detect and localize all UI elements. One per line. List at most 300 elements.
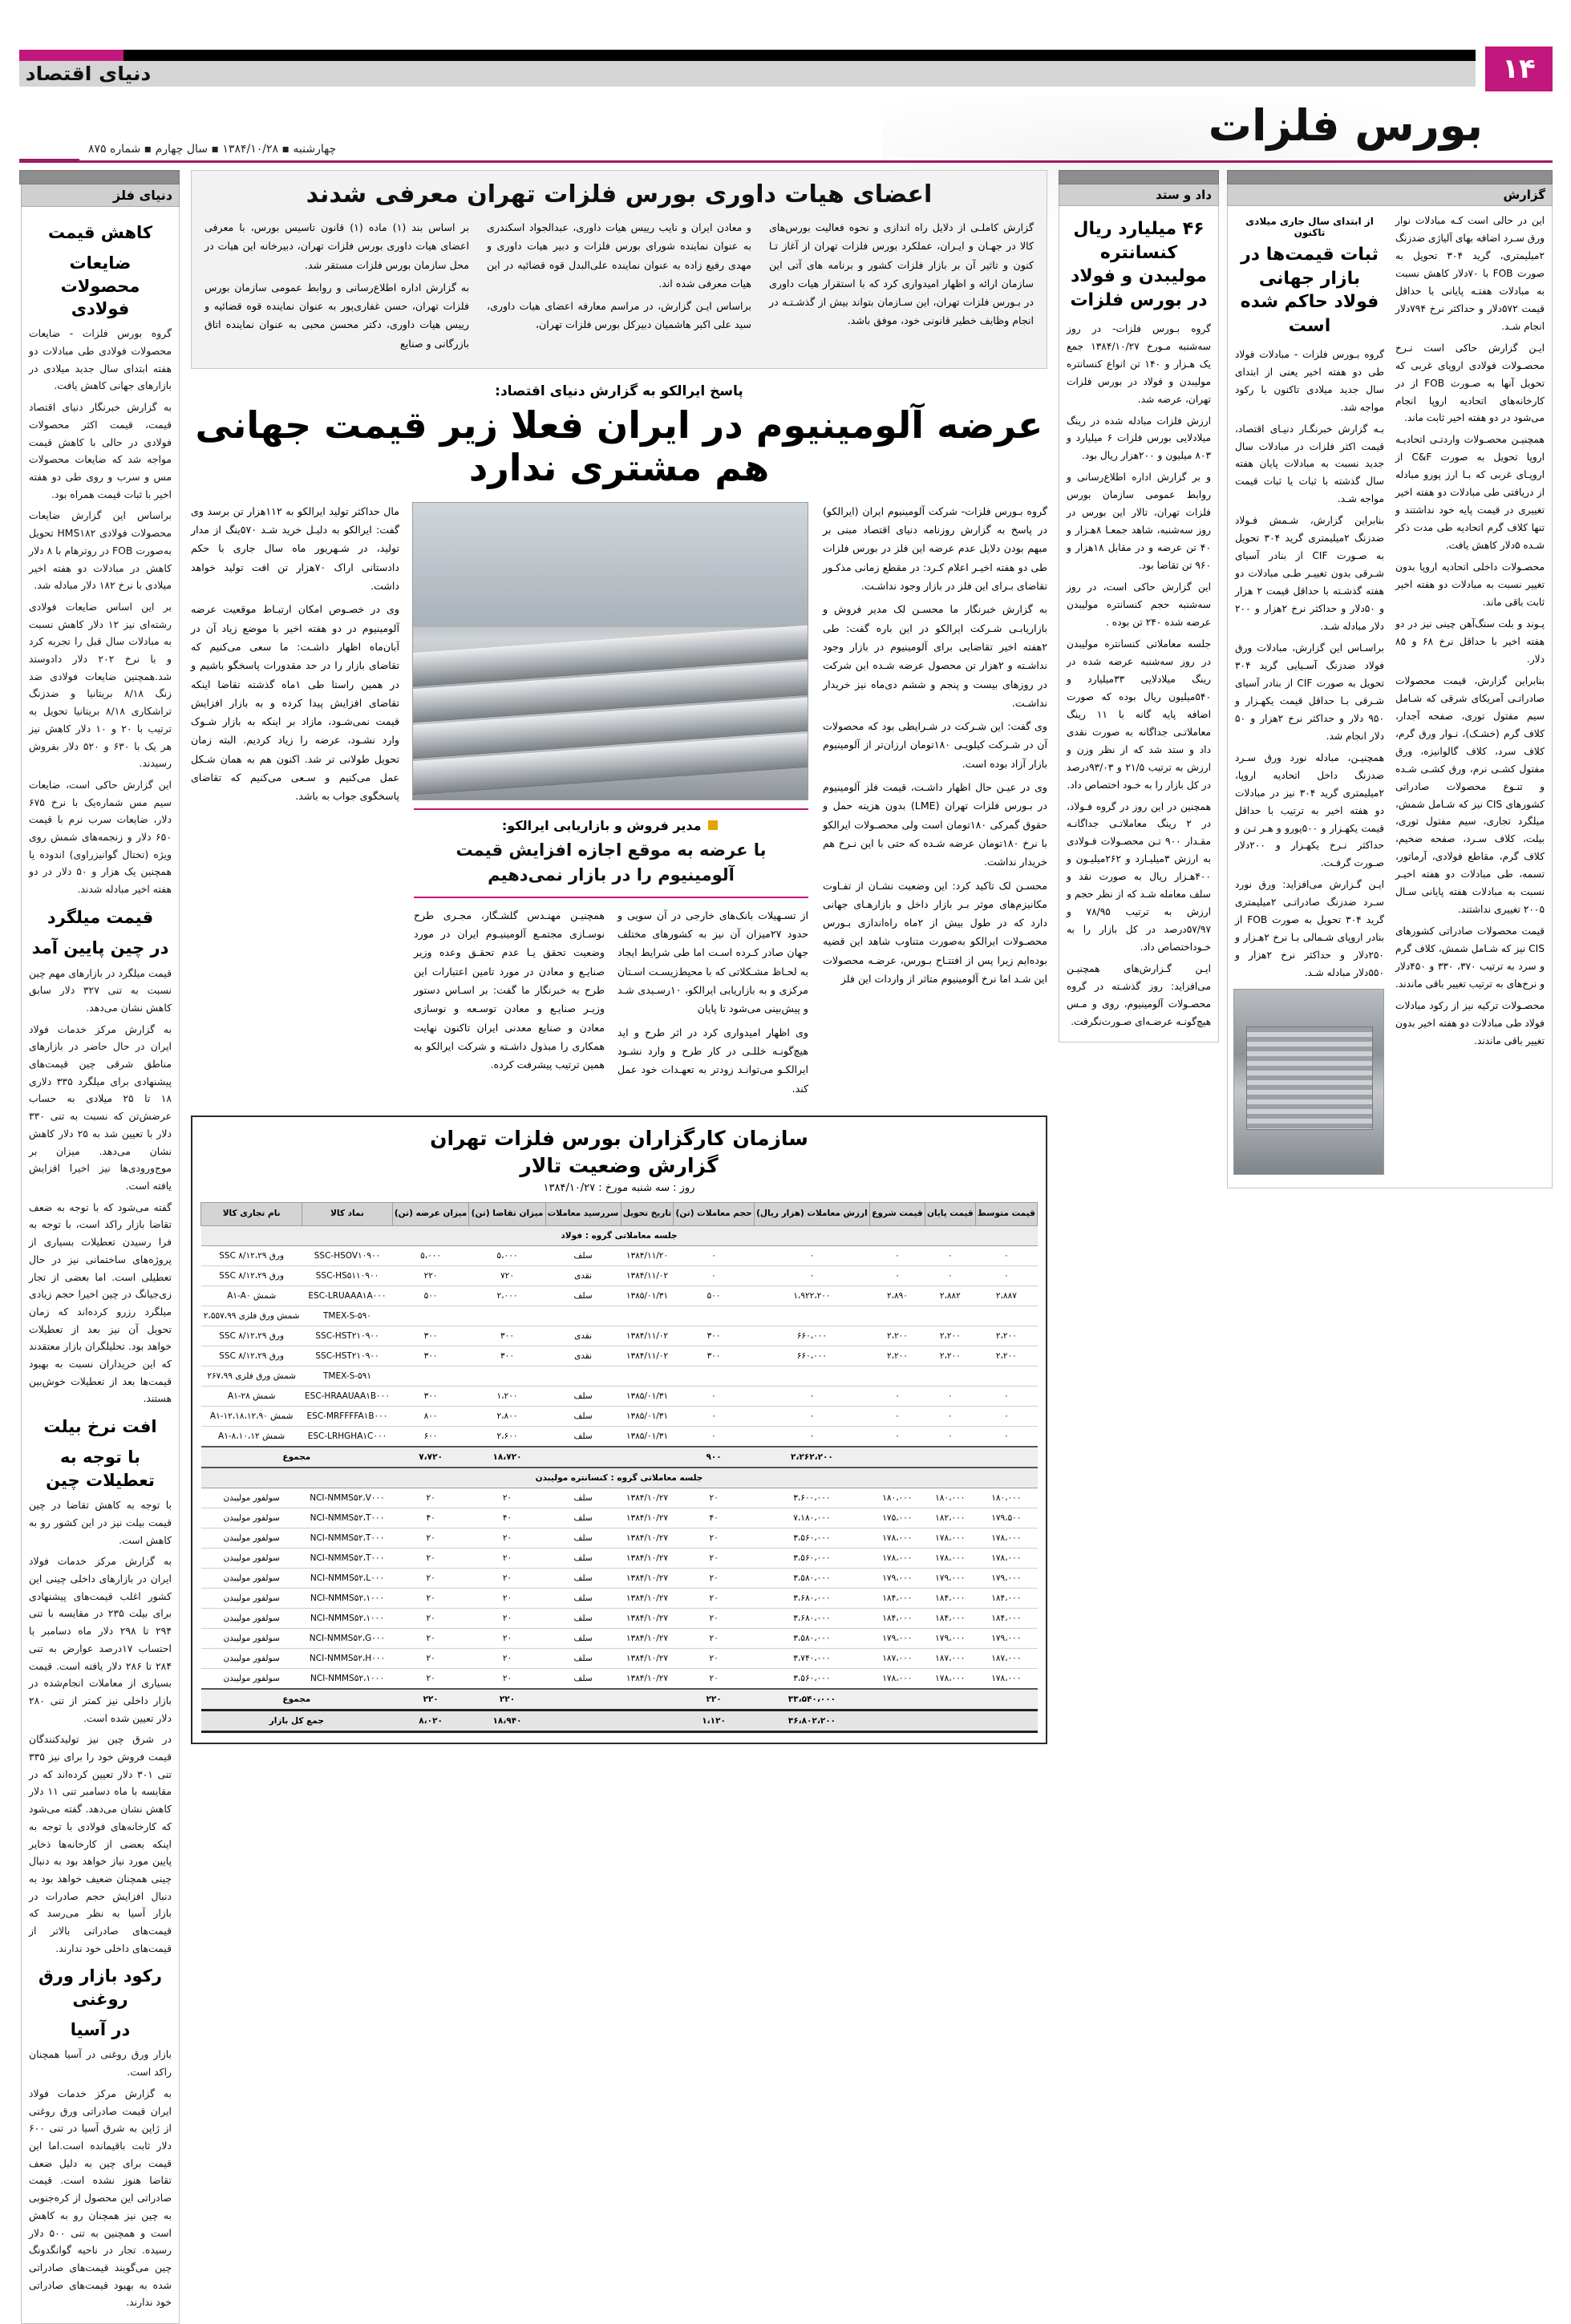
cell: NCI-NMMS۵۲،T۰۰۰ (302, 1528, 392, 1548)
cell: ۲،۲۰۰ (870, 1326, 925, 1346)
cell: ۰ (674, 1406, 754, 1426)
col-volume: حجم معاملات (تن) (674, 1203, 754, 1226)
paragraph: از تسـهیلات بانک‌های خارجی در آن سویی و حدود ۲۷میزان آن نیز به کشورهای مختلف جهان صادر کـرده اسـت اما طی شرایط ایجاد به لحـاظ مشـکلاتی که با محیط‌زیسـت اسـتان مرکزی و به بازاریابی ایرالکو، ۱۰رسـیدی شـد و پیش‌بینی می‌شود تا پایان (617, 909, 808, 1015)
cell (870, 1689, 925, 1711)
group-label: جلسه معاملاتی گروه : فولاد (201, 1225, 1038, 1245)
cell: ۰ (674, 1245, 754, 1265)
cell: ۰ (674, 1386, 754, 1406)
cell: ۱۳۸۴/۱۰/۲۷ (621, 1588, 674, 1608)
cell: ۳۰۰ (392, 1346, 469, 1366)
cell: ۲۰ (392, 1548, 469, 1568)
left-article-2-headline-1: افت نرخ بیلت (43, 1417, 157, 1437)
cell: ۱۷۸،۰۰۰ (925, 1528, 975, 1548)
cell: ۲۰ (392, 1668, 469, 1689)
cell: ۱،۲۰۰ (469, 1386, 545, 1406)
page-number-badge: ۱۴ (1485, 47, 1553, 91)
paragraph: و بر گزارش اداره اطلاع‌رسانی و روابط عمومی سازمان بورس فلزات تهران، تالار این بورس در روز سه‌شنبه، شاهد جمعـا ۸هـزار و ۴۰ تن عرضه و در مقابل ۱۸هزار و ۹۶۰ تن تقاضا بود. (1067, 472, 1211, 572)
cell: ۲۰ (674, 1548, 754, 1568)
market-table-body (201, 1225, 1038, 1731)
cell: ۱۸۷،۰۰۰ (870, 1648, 925, 1668)
cell: ۳،۵۸۰،۰۰۰ (754, 1568, 869, 1588)
main-article-col-right (823, 502, 1047, 1103)
cell: ۱۸۰،۰۰۰ (870, 1488, 925, 1508)
col-supply: میزان عرضه (تن) (392, 1203, 469, 1226)
cell: ۳۰۰ (392, 1326, 469, 1346)
report-headline: ثبات قیمت‌ها در بازار جهانی فولاد حاکم شده است (1240, 245, 1379, 337)
masthead-gray-bar (19, 61, 1476, 87)
cell: ۱۳۸۵/۰۱/۳۱ (621, 1406, 674, 1426)
cell: ورق SSC ۸/۱۲،۲۹ (201, 1265, 302, 1285)
cell: نقدی (545, 1265, 621, 1285)
paragraph: به گزارش مرکز خدمات فولاد ایران قیمت صادراتی ورق روغنی از ژاپن به شرق آسیا در تنی ۶۰۰ دلار ثابت باقیمانده است.اما این قیمت برای چین به دلیل ضعف تقاضا هنوز نشده است. قیمت صادراتی این محصول از کره‌جنوبی به چین نیز همچنان رو به کاهش است و همچنین به تنی ۵۰۰ دلار رسیده. تجار در ناحیه گوانگدونگ چین می‌گویند قیمت‌های صادراتی شده به بهبود قیمت‌های صادراتی خود ندارند. (29, 2087, 172, 2309)
cell: ۳،۵۸۰،۰۰۰ (754, 1628, 869, 1648)
cell: ۲۰ (674, 1628, 754, 1648)
table-row (201, 1346, 1038, 1366)
table-row (201, 1528, 1038, 1548)
right-col-topbar (1059, 170, 1219, 184)
table-subtitle: روز : سه شنبه مورخ : ۱۳۸۴/۱۰/۲۷ (543, 1182, 695, 1195)
cell: ۱۷۸،۰۰۰ (870, 1668, 925, 1689)
table-row (201, 1406, 1038, 1426)
cell: سلف (545, 1488, 621, 1508)
paragraph: ارزش فلزات مبادله شده در رینگ میلادلایی بورس فلزات ۶ میلیارد و ۸۰۳ میلیون و ۲۰۰هزار ریال بود. (1067, 415, 1211, 462)
masthead-black-bar (19, 50, 1476, 61)
cell: ۲۰ (674, 1668, 754, 1689)
cell: ۲۲۰ (392, 1689, 469, 1711)
left-article-0-body (29, 325, 172, 898)
cell: ۱۳۸۴/۱۰/۲۷ (621, 1528, 674, 1548)
cell: ۷،۷۲۰ (392, 1447, 469, 1468)
cell: ۲،۸۰۰ (469, 1406, 545, 1426)
cell: سولفور مولیبدن (201, 1488, 302, 1508)
cell: سلف (545, 1568, 621, 1588)
col-open-price: قیمت شروع (870, 1203, 925, 1226)
left-article-0-headline-2: ضایعات محصولات فولادی (60, 253, 140, 319)
cell: ۲۰ (392, 1588, 469, 1608)
table-grand-total (201, 1710, 1038, 1731)
cell: ۱۷۸،۰۰۰ (975, 1528, 1037, 1548)
cell: ۲۰ (674, 1588, 754, 1608)
top-news-box (191, 170, 1047, 369)
cell: ۱۷۸،۰۰۰ (925, 1548, 975, 1568)
cell: ۱۸۴،۰۰۰ (870, 1608, 925, 1628)
cell: ۱۳۸۴/۱۰/۲۷ (621, 1508, 674, 1528)
col-commercial-name: نام تجاری کالا (201, 1203, 302, 1226)
paragraph: با توجه به کاهش تقاضا در چین قیمت بیلت نیز در این کشور رو به کاهش است. (29, 1499, 172, 1546)
cell: سلف (545, 1426, 621, 1447)
report-pretitle: از ابتدای سال جاری میلادی تاکنون (1245, 216, 1374, 238)
cell: سلف (545, 1608, 621, 1628)
cell: سلف (545, 1285, 621, 1306)
cell: ۸۰۰ (392, 1406, 469, 1426)
cell: ۵،۰۰۰ (469, 1245, 545, 1265)
cell: سلف (545, 1668, 621, 1689)
cell: ۱۸۴،۰۰۰ (925, 1608, 975, 1628)
report-col-kicker: گزارش (1227, 184, 1553, 206)
paragraph: بنابراین گزارش، شـمش فـولاد ضدزنگ ۲میلیمتری گرید ۳۰۴ تحویل به صـورت CIF از بنادر آسیای شـرقی بدون تغییـر طـی مبادلات دو هفته گذشـته با حداقل قیمت ۲ هزار و ۵۰دلار و حداکثر نرخ ۲هزار و ۲۰۰ دلار مبادله شـد. (1235, 515, 1384, 633)
cell: ۲،۲۰۰ (925, 1346, 975, 1366)
table-subtotal-1: ۲،۲۶۲،۲۰۰ ۹۰۰ ۱۸،۷۲۰ ۷،۷۲۰ مجموع (201, 1447, 1038, 1468)
paragraph: گروه بـورس فلزات- شرکت آلومینیوم ایران (ایرالکو) در پاسخ به گزارش روزنامه دنیای اقتصاد مبنی بر مبهم بودن دلایل عدم عرضه این فلز در بورس فلزات طی دو هفته اخیـر اعلام کـرد: در مقطع زمانی مذکـور تقاضای بـرای این فلز در بازار وجود نداشـت. (823, 504, 1047, 593)
paragraph: این گزارش حاکی است، ضایعات سیم مس شماره‌یک با نرخ ۶۷۵ دلار، ضایعات سرب نرم با قیمت ۶۵۰ دلار و زنجمه‌های شمش روی ویژه (تختال گوانیزراوی) اندوده یا همچنین یک هزار و ۵۰ دلار در دو هفته اخیر مبادله شدند. (29, 778, 172, 896)
cell: TMEX-S-۵۹۰ (302, 1306, 392, 1326)
cell: ۵۰۰ (392, 1285, 469, 1306)
cell: ۰ (754, 1265, 869, 1285)
cell: سلف (545, 1406, 621, 1426)
cell: ۲۰ (674, 1528, 754, 1548)
cell (870, 1447, 925, 1468)
cell (870, 1366, 925, 1386)
cell: ۲،۰۰۰ (469, 1285, 545, 1306)
table-subtotal-2: ۳۳،۵۴۰،۰۰۰ ۲۲۰ ۲۲۰ ۲۲۰ مجموع (201, 1689, 1038, 1711)
cell: ۳،۵۶۰،۰۰۰ (754, 1668, 869, 1689)
cell: ۱۳۸۴/۱۱/۰۲ (621, 1326, 674, 1346)
cell: ۰ (925, 1426, 975, 1447)
cell: ۶۰۰ (392, 1426, 469, 1447)
left-article-2-body (29, 1496, 172, 1957)
cell: ۰ (754, 1386, 869, 1406)
cell: ۰ (870, 1386, 925, 1406)
cell: ۱۷۸،۰۰۰ (975, 1548, 1037, 1568)
cell: ۰ (925, 1265, 975, 1285)
cell: ۱۷۹،۰۰۰ (870, 1628, 925, 1648)
top-news-columns (204, 218, 1034, 357)
table-row (201, 1426, 1038, 1447)
quote-marker-icon (708, 820, 718, 830)
paragraph: وی اظهار امیدواری کرد در اثر طرح و اید هیچ‌گونـه خللـی در کار طرح و وارد نشـود ایرالکـو می‌توانـد زودتر به تعهـدات خود عمل کند. (617, 1026, 808, 1095)
cell: ۳۰۰ (674, 1346, 754, 1366)
cell: ۲۰ (392, 1628, 469, 1648)
cell: ESC-HRAAUAA۱B۰۰۰ (302, 1386, 392, 1406)
paragraph: قیمت میلگرد در بازارهای مهم چین نسبت به تنی ۳۲۷ دلار سابق کاهش نشان می‌دهد. (29, 966, 172, 1014)
table-row (201, 1608, 1038, 1628)
cell: ۱۳۸۴/۱۱/۰۲ (621, 1265, 674, 1285)
left-sidebar-body (21, 207, 180, 2324)
cell: سلف (545, 1548, 621, 1568)
cell: ۱۸،۹۴۰ (469, 1710, 545, 1731)
cell: ۳۰۰ (392, 1386, 469, 1406)
cell: NCI-NMMS۵۲،H۰۰۰ (302, 1648, 392, 1668)
cell: ۲،۸۹۰ (870, 1285, 925, 1306)
right-column-report (1227, 170, 1553, 1188)
paragraph: گروه بـورس فلزات - مبادلات فولاد طی دو هفته اخیر یعنی از ابتدای سال جدید میلادی تاکنون با رکود مواجه شد. (1235, 348, 1384, 413)
cell: NCI-NMMS۵۲،V۰۰۰ (302, 1488, 392, 1508)
cell: ۱۸۷،۰۰۰ (975, 1648, 1037, 1668)
cell: ۱۳۸۵/۰۱/۳۱ (621, 1386, 674, 1406)
cell (975, 1689, 1037, 1711)
cell (754, 1306, 869, 1326)
table-group-header-2 (201, 1468, 1038, 1488)
paragraph: ایـن گـزارش می‌افزاید: ورق نورد سـرد ضدزنگ صادراتـی ۲میلیمتری گرید ۳۰۴ تحویل به صورت FOB از بنادر اروپای شـمالی بـا نرخ ۲هـزار و ۲۵۰دلار و حداکثر نرخ ۲هزار و ۵۵۰دلار مبادله شـد. (1235, 879, 1384, 979)
cell: ۲،۲۰۰ (925, 1326, 975, 1346)
cell: شمش ورق فلزی ۲،۵۵۷،۹۹ (201, 1306, 302, 1326)
cell: SSC-HS۵۱۱۰۹۰۰ (302, 1265, 392, 1285)
cell: ۱۳۸۴/۱۱/۰۲ (621, 1346, 674, 1366)
cell: ۱۳۸۵/۰۱/۳۱ (621, 1426, 674, 1447)
paragraph: قیمت محصولات صادراتی کشورهای CIS نیز که شـامل شمش، کلاف گرم و سرد به ترتیب ۳۷۰، ۳۳۰ و ۴۵۰دلار و نرخ‌های به ترتیب تغییر باقی ماندند. (1395, 925, 1545, 990)
cell (621, 1366, 674, 1386)
main-article-headline: عرضه آلومینیوم در ایران فعلا زیر قیمت جهانی هم مشتری ندارد (195, 403, 1043, 489)
paragraph: گزارش کاملـی از دلایل راه اندازی و نحوه فعالیت بورس‌های کالا در جهـان و ایـران، عملکرد بورس فلزات تهران از آغاز تـا کنون و تاثیر آن بر بازار فلزات کشور و برنامه های آتی این سازمان ارائه و اظهار امیدواری کرد که با استقرار هیات داوری در بـورس فلزات تهران، این سـازمان بتواند بیش از گذشـتـه در انجام وظایف خطیر قانونی خود، موفق باشد. (769, 221, 1034, 327)
cell: SSC-HST۲۱۰۹۰۰ (302, 1326, 392, 1346)
left-article-3 (29, 1965, 172, 2311)
cell: ۲،۲۰۰ (975, 1326, 1037, 1346)
top-news-col-2 (769, 218, 1034, 357)
main-article-media-col (414, 502, 808, 1103)
paragraph: محصـولات داخلی اتحادیه اروپا بدون تغییر نسبت به مبادلات دو هفته اخیر ثابت باقی ماند. (1395, 561, 1545, 609)
paragraph: ایـن گـزارش‌های همچنیـن می‌افزاید: روز گذشـته در گروه محصـولات آلومینیوم، روی و مـس هیچ‌گونـه عرضـه‌ای صـورت‌نگرفت. (1067, 963, 1211, 1027)
cell: نقدی (545, 1346, 621, 1366)
paragraph: وی در عیـن حال اظهار داشـت، قیمت فلز آلومینیوم در بـورس فلزات تهران (LME) بدون هزینه حمل و حقوق گمرکی ۱۸۰تومان است ولی محصـولات ایرالکو با نرخ ۱۸۰تومان عرضه شـده که حتی با این نـرخ هم خریدار نداشت. (823, 781, 1047, 868)
cell: سلف (545, 1628, 621, 1648)
cell: سولفور مولیبدن (201, 1548, 302, 1568)
cell: ۰ (754, 1406, 869, 1426)
aluminium-ingots-photo (412, 502, 808, 800)
paragraph: براسـاس این گزارش، مبادلات ورق فولاد ضدزنگ آسـیایی گرید ۳۰۴ تحویل به صورت CIF از بنادر آسیای شـرقی بـا حداقل قیمت یکهـزار و ۹۵۰ دلار و حداکثر نرخ ۲هزار و ۵۰ دلار انجام شد. (1235, 642, 1384, 742)
right-col-kicker: داد و ستد (1059, 184, 1219, 206)
cell: ۴۰ (674, 1508, 754, 1528)
table-row (201, 1285, 1038, 1306)
paragraph: بنابراین گزارش، قیمت محصولات صادراتـی آمریکای شرقی که شـامل سیم مفتول توری، صفحه آجدار، کلاف گرم (خشـک)، نـوار ورق گرم، کلاف سرد، کلاف گالوانیزه، ورق مفتول کشـی نرم، ورق کشـی شـده و تنـوع محصولات صادراتی کشورهای CIS نیز که شـامل شمش، میلگرد تجاری، سیم مفتول توری، بیلت، کلاف سـرد، صفحه ضخیم، کلاف گرم، مقاطع فولادی، آرماتور، تسمه، طی مبادلات دو هفته اخیـر نسبت به مبادلات هفته پایانی سـال ۲۰۰۵ تغییری نداشتند. (1395, 674, 1545, 916)
cell: ۳،۷۴۰،۰۰۰ (754, 1648, 869, 1668)
cell: SSC-HST۲۱۰۹۰۰ (302, 1346, 392, 1366)
cell: سولفور مولیبدن (201, 1588, 302, 1608)
cell: ۰ (674, 1426, 754, 1447)
cell: ۲،۸۸۲ (925, 1285, 975, 1306)
cell: سولفور مولیبدن (201, 1528, 302, 1548)
cell: ۲۰ (674, 1608, 754, 1628)
cell: سلف (545, 1588, 621, 1608)
cell: ۳،۶۸۰،۰۰۰ (754, 1608, 869, 1628)
col-demand: میزان تقاضا (تن) (469, 1203, 545, 1226)
table-row (201, 1508, 1038, 1528)
main-article-grid (191, 502, 1047, 1103)
cell (621, 1306, 674, 1326)
cell: ۱۳۸۴/۱۱/۲۰ (621, 1245, 674, 1265)
table-row (201, 1628, 1038, 1648)
cell: NCI-NMMS۵۲،T۰۰۰ (302, 1508, 392, 1528)
cell: ۰ (925, 1386, 975, 1406)
cell: ۳،۵۶۰،۰۰۰ (754, 1528, 869, 1548)
cell: ۱۸۴،۰۰۰ (975, 1608, 1037, 1628)
cell: سولفور مولیبدن (201, 1668, 302, 1689)
paragraph: وی در خصـوص امکان ارتبـاط موقعیت عرضه آلومینیوم در دو هفته اخیر با موضع زیاد آن در آبان‌ماه اظهار داشـت: ما سعی می‌کنیم که تقاضای بازار را در حد مقدورات پاسخگو باشیم و در همین راستا طی ۱ماه گذشته تقاضا اینکه تقاضای افزایش پیدا کرده و به بازار افزایش قیمت نمی‌شـود، مازاد بر اینکه به بازار شـوک وارد نشـود، عرضه را زیاد کردیم. البته زمان تحویل طولانی تر شد. اکنون هم به همان شـکل عمل می‌کنیم و سـعی می‌کنیم که تقاضای پاسخگوی جواب به باشد. (191, 603, 399, 803)
top-news-col-0 (204, 218, 469, 357)
right-col-text (1067, 321, 1211, 1031)
cell (545, 1366, 621, 1386)
table-row (201, 1386, 1038, 1406)
cell: ۲،۲۰۰ (870, 1346, 925, 1366)
photo-background (413, 503, 808, 627)
paragraph: بـه گزارش خبرنگـار دنیـای اقتصاد، قیمت اکثر فلزات در مبادلات سال جدید نسبت به مبادلات پایان هفته سال گذشته با ثبات یا ثبات قیمت مواجه شـد. (1235, 423, 1384, 505)
cell (925, 1710, 975, 1731)
paragraph: این گزارش حاکی است، در روز سه‌شنبه حجم کنسانتره مولیبدن عرضه شده ۲۴۰ تن بوده . (1067, 581, 1211, 628)
cell: سلف (545, 1508, 621, 1528)
cell: شمش A۱-۱۲،۱۸،۱۲،۹۰ (201, 1406, 302, 1426)
cell: سولفور مولیبدن (201, 1508, 302, 1528)
cell: ۱۷۹،۰۰۰ (925, 1568, 975, 1588)
cell: ۰ (975, 1386, 1037, 1406)
col-avg-price: قیمت متوسط (975, 1203, 1037, 1226)
cell: نقدی (545, 1326, 621, 1346)
paragraph: محسـن لک تاکید کرد: این وضعیت نشـان از تفـاوت مکانیزم‌های موثر بـر بازار داخل و بازارهـای جهانی دارد که در طول بیش از ۲ماه راه‌اندازی بـورس محصـولات ایرالکو به‌صورت متناوب شاهد این قضیه بوده‌ایم زیرا پس از افتتـاح بـورس، عرضـه محصولات این شـد اما نرخ آلومینیوم متاثر از واردات این فلز (823, 879, 1048, 985)
cell: سلف (545, 1648, 621, 1668)
paragraph: بر این اساس ضایعات فولادی رشته‌ای نیز ۱۲ دلار کاهش نسبت به مبادلات سال قبل را تجربه کرد و با نرخ ۲۰۲ دلار دادوستد شد.همچنین ضایعات فولادی ضد زنگ ۸/۱۸ بریتانیا و ضدزنگ تراشکاری ۸/۱۸ بریتانیا تحویل به ترتیب با ۲۰ و ۱۰ دلار کاهش نیز هر یک با ۶۳۰ و ۵۲۰ دلار بفروش رسیدند. (29, 600, 172, 770)
left-article-1-headline-1: قیمت میلگرد (47, 907, 154, 927)
left-article-0 (29, 221, 172, 898)
pullquote-kicker (423, 818, 799, 833)
cell (545, 1306, 621, 1326)
cell (545, 1447, 621, 1468)
cell: ۰ (975, 1265, 1037, 1285)
pullquote-box (414, 808, 808, 898)
left-article-3-headline-1: رکود بازار ورق روغنی (38, 1966, 162, 2009)
cell: ESC-MRFFFFA۱B۰۰۰ (302, 1406, 392, 1426)
table-row (201, 1588, 1038, 1608)
cell: ۱۷۸،۰۰۰ (925, 1668, 975, 1689)
cell (975, 1447, 1037, 1468)
cell: ۲۰ (392, 1528, 469, 1548)
left-sidebar-kicker: دنیای فلز (21, 184, 180, 207)
paragraph: همچنین در این روز در گروه فـولاد، در ۲ رینگ معاملاتـی جداگانـه مقـدار ۹۰۰ تـن محصـولات فـولادی به ارزش ۳میلیـارد و ۲۶۲میلیـون و ۴۰۰هـزار ریال به صورت نقد و سلف معامله شـد که از نظر حجم و ارزش به ترتیب ۷۸/۹۵ و ۵۷/۹۷درصد در کل بازار را به خـوداختصاص داد. (1067, 800, 1212, 953)
main-article-kicker: پاسخ ایرالکو به گزارش دنیای اقتصاد: (495, 383, 743, 400)
market-report-table-wrap (191, 1115, 1047, 1744)
cell: ۹۰۰ (674, 1447, 754, 1468)
cell: ۷،۱۸۰،۰۰۰ (754, 1508, 869, 1528)
cell: ۰ (870, 1426, 925, 1447)
cell (925, 1447, 975, 1468)
cell: ۲۰ (469, 1588, 545, 1608)
left-sidebar (19, 170, 180, 2309)
cell: ۱۷۹،۰۰۰ (870, 1568, 925, 1588)
cell: ۰ (674, 1265, 754, 1285)
main-article-col-mid-lower (414, 906, 605, 1103)
cell: ۲۰ (469, 1608, 545, 1628)
cell: ۲،۸۸۷ (975, 1285, 1037, 1306)
cell: TMEX-S-۵۹۱ (302, 1366, 392, 1386)
report-col-topbar (1227, 170, 1553, 184)
cell: ۱۸،۷۲۰ (469, 1447, 545, 1468)
cell (469, 1306, 545, 1326)
cell: شمش A۱-۸،۱۰،۱۲ (201, 1426, 302, 1447)
cell: ۱۳۸۴/۱۰/۲۷ (621, 1608, 674, 1628)
cell: ۱۷۸،۰۰۰ (870, 1548, 925, 1568)
cell: ۲۰ (469, 1668, 545, 1689)
cell: ۰ (870, 1245, 925, 1265)
cell: ۰ (975, 1426, 1037, 1447)
cell: شمش A۱-A۰ (201, 1285, 302, 1306)
cell: ۸،۰۲۰ (392, 1710, 469, 1731)
cell (975, 1306, 1037, 1326)
cell: شمش A۱-۲۸ (201, 1386, 302, 1406)
cell: ۱۷۹،۰۰۰ (925, 1628, 975, 1648)
right-column-trade (1059, 170, 1219, 1043)
cell: ۱،۹۲۲،۲۰۰ (754, 1285, 869, 1306)
right-col-body (1059, 206, 1219, 1043)
cell: ۳۶،۸۰۲،۲۰۰ (754, 1710, 869, 1731)
cell (925, 1689, 975, 1711)
top-news-col-1 (487, 218, 751, 357)
paragraph: به گزارش خبرنگار ما محسـن لک مدیر فروش و بازاریابـی شـرکت ایرالکو در این باره گفت: طی ۲هفته اخیر تقاضایی برای آلومینیوم در بازار وجود نداشـته و ۲هزار تن محصول عرضه شـده این شرکت در روزهای بیست و پنجم و ششم دی‌ماه نیز خریدار نداشـت. (823, 603, 1047, 709)
table-row (201, 1568, 1038, 1588)
cell: ۱۷۸،۰۰۰ (975, 1668, 1037, 1689)
cell: ۲۰ (469, 1568, 545, 1588)
market-table (200, 1202, 1038, 1733)
table-title-2: گزارش وضعیت تالار (520, 1153, 719, 1177)
cell: ESC-LRHGHA۱C۰۰۰ (302, 1426, 392, 1447)
cell: سولفور مولیبدن (201, 1628, 302, 1648)
paragraph: گروه بورس فلزات - ضایعات محصولات فولادی طی مبادلات دو هفته ابتدای سال جدید میلادی در بازارهای جهانی کاهش یافت. (29, 327, 172, 392)
report-col-body (1227, 206, 1553, 1188)
paragraph: براساس ایـن گزارش، در مراسم معارفه اعضای هیات داوری، سید علی اکبر هاشمیان دبیرکل بورس فلزات تهران، (487, 300, 751, 331)
table-row (201, 1488, 1038, 1508)
cell: ۳۰۰ (469, 1346, 545, 1366)
cell: ۱۳۸۴/۱۰/۲۷ (621, 1628, 674, 1648)
cell: ۰ (975, 1406, 1037, 1426)
paragraph: این در حالی است کـه مبادلات نوار ورق سـرد اضافه بهای آلیاژی ضدزنگ ۲میلیمتری، گرید ۳۰۴ تحویل به صورت FOB با ۷۰دلار کاهش نسبت به مبادلات هفتـه پایانی با حداقل قیمت ۵۷۲دلار و حداکثر نرخ ۷۹۴دلار انجام شـد. (1395, 215, 1545, 332)
right-col-headline: ۴۶ میلیارد ریال کنسانتره مولیبدن و فولاد در بورس فلزات (1070, 219, 1208, 311)
table-header-row (201, 1203, 1038, 1226)
cell: سلف (545, 1386, 621, 1406)
cell (545, 1710, 621, 1731)
cell (870, 1710, 925, 1731)
cell (925, 1306, 975, 1326)
paragraph: ایـن گزارش حاکی است نـرخ محصـولات فولادی اروپای غربی که تحویل آنها به صـورت FOB از در کارخانه‌های اتحادیه اروپا انجام می‌شود در دو هفته اخیر ثابت ماند. (1395, 342, 1545, 424)
cell: ۴۰ (469, 1508, 545, 1528)
left-article-2 (29, 1415, 172, 1957)
cell: ورق SSC ۸/۱۲،۲۹ (201, 1326, 302, 1346)
steel-coils-photo (1233, 989, 1384, 1175)
cell: ۳،۵۶۰،۰۰۰ (754, 1548, 869, 1568)
left-article-1 (29, 906, 172, 1407)
main-article-col-left (617, 906, 808, 1103)
report-col-text-left (1395, 213, 1545, 1051)
col-value: ارزش معاملات (هزار ریال) (754, 1203, 869, 1226)
table-row (201, 1648, 1038, 1668)
cell: NCI-NMMS۵۲،T۰۰۰ (302, 1548, 392, 1568)
cell: ۲،۲۶۲،۲۰۰ (754, 1447, 869, 1468)
left-article-3-body (29, 2046, 172, 2311)
paragraph: بازار ورق روغنی در آسیا همچنان راکد است. (29, 2048, 172, 2079)
paragraph: براساس این گزارش ضایعات محصولات فولادی HMS۱۸۲ تحویل به‌صورت FOB در روترهام با ۸ دلار کاهش در مبادلات دو هفته اخیر میلادی با نرخ ۱۸۲ دلار مبادله شد. (29, 509, 172, 592)
cell: ۱۳۸۴/۱۰/۲۷ (621, 1488, 674, 1508)
paragraph: همچنیـن، مبادله نورد ورق سـرد ضدزنگ داخل اتحادیه اروپا، ۲میلیمتری گرید ۳۰۴ نیز در مبادلات دو هفته اخیر به ترتیب با حداقل قیمت یکهـزار و ۵۰۰یورو و هـر تـن و حداکثر نـرخ یکهـزار و ۲۰۰دلار صـورت گرفـت. (1235, 751, 1384, 869)
table-row (201, 1245, 1038, 1265)
paragraph: به گزارش خبرنگار دنیای اقتصاد قیمت، قیمت اکثر محصولات فولادی در حالی با کاهش قیمت مواجه شد که ضایعات محصولات مس و سرب و روی طی دو هفته اخیر با ثبات قیمت همراه بود. (29, 401, 172, 500)
cell (392, 1306, 469, 1326)
cell: NCI-NMMS۵۲،۱۰۰۰ (302, 1588, 392, 1608)
paragraph: همچنیـن مهنـدس گلشـگار، مجـری طرح نوسـازی مجتمـع آلومینیـوم ایران در مورد وضعیت تحقق یـا عدم تحقـق وعده وزیر صنایـع و معادن در مورد تامین اعتبارات این طرح به خبرنگار ما گفت: بر اسـاس دستور وزیـر صنایـع و معادن توسـعه و نوسازی معادن و صنایع معدنی ایران تاکنون نهایت همکاری را مبذول داشـته و شرکت ایرالکو به همین ترتیب پیشرفت کرده. (414, 909, 605, 1071)
cell: ۱۷۸،۰۰۰ (870, 1528, 925, 1548)
cell: ۰ (754, 1426, 869, 1447)
cell: ۱۷۹،۰۰۰ (975, 1628, 1037, 1648)
left-article-3-headline-2: در آسیا (70, 2020, 131, 2040)
paragraph: وی گفت: این شـرکت در شـرایطی بود که محصولات آن در شـرکت کیلویـی ۱۸۰تومان ارزان‌تر از آلومینیوم بازار آزاد بوده است. (823, 720, 1048, 770)
cell: ۱۸۴،۰۰۰ (870, 1588, 925, 1608)
paragraph: جلسه معاملاتی کنسانتره مولیبدن در روز سه‌شنبه عرضه شده در رینگ میلادلایی ۳۳میلیارد و ۵۴۰میلیون ریال بوده که صورت اضافه پایه گانه با ۱۱ رینگ معاملاتـی جداگانه به صورت نقدی داد و ستد شد که از نظر وزن و ارزش به ترتیب ۲۱/۵ و ۹۳/۰۳درصد در کل بازار را به خـود اختصاص داد. (1067, 638, 1211, 791)
paragraph: همچنیـن محصـولات واردتـی اتحادیـه اروپا تحویل به صورت C&F از اروپـای غربی که بـا ارز پورو مبادله از دریافتی طی مبادلات دو هفته اخیر تغییری در قیمت پایه خود نداشتند و تنها کلاف گرم اتحادیه طی مدت ذکر شـده ۵دلار کاهش یافت. (1395, 434, 1545, 552)
col-settlement: سررسید معاملات (545, 1203, 621, 1226)
cell: ۲۰ (469, 1488, 545, 1508)
center-column (191, 170, 1047, 1744)
cell: ۲۲۰ (392, 1265, 469, 1285)
cell: ۱۸۰،۰۰۰ (975, 1488, 1037, 1508)
cell (621, 1447, 674, 1468)
cell: ۱۳۸۵/۰۱/۳۱ (621, 1285, 674, 1306)
cell: ۰ (975, 1245, 1037, 1265)
cell: ۵،۰۰۰ (392, 1245, 469, 1265)
cell (975, 1710, 1037, 1731)
